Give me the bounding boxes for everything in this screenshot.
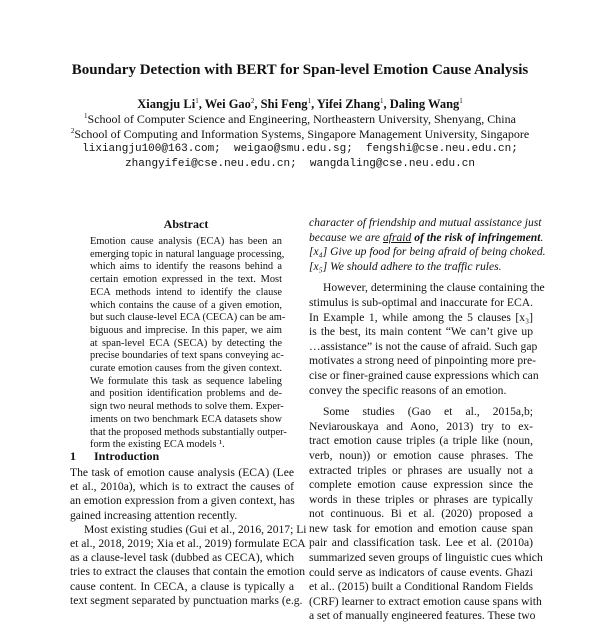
text-line: could serve as indicators of cause events. Ghazi	[309, 565, 533, 579]
section-heading: 1 Introduction	[70, 449, 160, 463]
author: Xiangju Li$^1$	[137, 97, 199, 112]
example-line: [x₄] Give up food for being afraid of being choked.	[309, 245, 546, 259]
text-line: et al., 2010a), which is to extract the causes of	[70, 480, 294, 494]
text-line: not continuous. Bi et al. (2020) proposed a	[309, 507, 533, 521]
text-line: summarized seven groups of linguistic cues which	[309, 551, 543, 565]
text-line: iments on two benchmark ECA datasets show	[90, 413, 282, 425]
text-line: verb, noun)) or emotion cause phrases. The	[309, 448, 533, 462]
text-line: cise or finer-grained cause expressions which can	[309, 368, 539, 382]
text-line: as a clause-level task (dubbed as CECA), which	[70, 551, 294, 565]
text-line: that the proposed methods substantially outper-	[90, 426, 287, 438]
text-line: motivates a strong need of pinpointing more pre-	[309, 354, 536, 368]
text-line: …assistance” is not the cause of afraid. Such gap	[309, 339, 538, 353]
text-line: at span-level ECA (SECA) by detecting the	[90, 337, 282, 349]
text-line: convey the specific reasons of an emotion.	[309, 383, 507, 397]
text-line: Neviarouskaya and Aono, 2013) try to ex-	[309, 419, 533, 433]
text-line: extracted triples or phrases are usually not a	[309, 463, 533, 477]
text-line: certain emotion expressed in the text. Most	[90, 274, 282, 286]
right-column	[309, 216, 546, 624]
text-line: but such clause-level ECA (CECA) can be am-	[90, 312, 286, 324]
text-line: curate emotion causes from the given context.	[90, 363, 282, 375]
example-line: because we are afraid of the risk of infringement.	[309, 230, 544, 244]
text-line: tract emotion cause triples (a triple like (noun,	[309, 434, 533, 448]
text-line: However, determining the clause containing the	[323, 281, 545, 295]
text-line: pair and classification task. Lee et al. (2010a)	[309, 536, 533, 550]
text-line: The task of emotion cause analysis (ECA) (Lee	[70, 466, 294, 479]
paper-title: Boundary Detection with BERT for Span-level Emotion Cause Analysis	[71, 62, 529, 78]
text-line: an emotion expression from a given context, has	[70, 494, 295, 508]
text-line: is the best, its main content “We can’t give up	[309, 325, 533, 339]
example-line: [x₅] We should adhere to the traffic rules.	[309, 259, 502, 273]
text-line: complete emotion cause expression since the	[309, 478, 533, 492]
text-line: new task for emotion and emotion cause span	[309, 521, 533, 535]
abstract-body	[90, 236, 287, 452]
example-line: character of friendship and mutual assistance just	[309, 216, 542, 229]
text-line: tries to extract the clauses that contain the emotion	[70, 565, 306, 579]
email-line: lixiangju100@163.com; weigao@smu.edu.sg; fengshi@cse.neu.edu.cn;	[82, 143, 518, 155]
abstract-heading: Abstract	[163, 217, 209, 231]
text-line: Emotion cause analysis (ECA) has been an	[90, 236, 282, 247]
text-line: emerging topic in natural language processing,	[90, 248, 285, 260]
text-line: cause content. In CECA, a clause is typically a	[70, 579, 294, 593]
author-list: Xiangju Li$^1$, Wei Gao$^2$, Shi Feng$^1$, Yifei Zhang$^1$, Daling Wang$^1$	[137, 97, 463, 112]
text-line: which aims to identify the reasons behind a	[90, 261, 282, 273]
text-line: ECA methods intend to identify the clause	[90, 286, 282, 298]
author: Daling Wang$^1$	[389, 97, 463, 112]
paragraph-gap	[309, 274, 533, 281]
text-line: In Example 1, while among the 5 clauses [x₃]	[309, 310, 533, 324]
text-line: Most existing studies (Gui et al., 2016, 2017; Li	[84, 522, 307, 536]
text-line: sign two neural methods to solve them. Exper-	[90, 401, 284, 413]
text-line: words in these triples or phrases are typically	[309, 492, 533, 506]
text-line: Some studies (Gao et al., 2015a,b;	[323, 405, 533, 419]
text-line: We formulate this task as sequence labeling	[90, 375, 282, 387]
text-line: gained increasing attention recently.	[70, 508, 238, 522]
text-line: (CRF) learner to extract emotion cause spans with	[309, 594, 542, 608]
affiliation: $^1$School of Computer Science and Engineering, Northeastern University, Shenyang, China	[84, 112, 516, 126]
email-line: zhangyifei@cse.neu.edu.cn; wangdaling@cse.neu.edu.cn	[125, 158, 475, 170]
author: Shi Feng$^1$	[260, 97, 312, 112]
text-line: et al.. (2015) built a Conditional Random Fields	[309, 580, 533, 594]
text-line: and position identification problems and de-	[90, 388, 282, 400]
text-line: a set of manually engineered features. These two	[309, 609, 536, 623]
intro-body	[70, 466, 307, 608]
text-line: precise boundaries of text spans conveying ac-	[90, 350, 284, 362]
text-line: which contains the cause of a given emotion,	[90, 299, 282, 311]
author: Wei Gao$^2$	[204, 97, 255, 112]
affiliation: $^2$School of Computing and Information Systems, Singapore Management University, Singapore	[70, 127, 530, 141]
author: Yifei Zhang$^1$	[316, 97, 384, 112]
text-line: form the existing ECA models ¹.	[90, 439, 225, 451]
text-line: stimulus is sub-optimal and inaccurate for ECA.	[309, 295, 533, 309]
text-line: biguous and imprecise. In this paper, we aim	[90, 324, 282, 336]
text-line: text segment separated by punctuation marks (e.g.	[70, 593, 303, 607]
paragraph-gap	[309, 398, 533, 405]
text-line: et al., 2018, 2019; Xia et al., 2019) formulate ECA	[70, 537, 306, 551]
